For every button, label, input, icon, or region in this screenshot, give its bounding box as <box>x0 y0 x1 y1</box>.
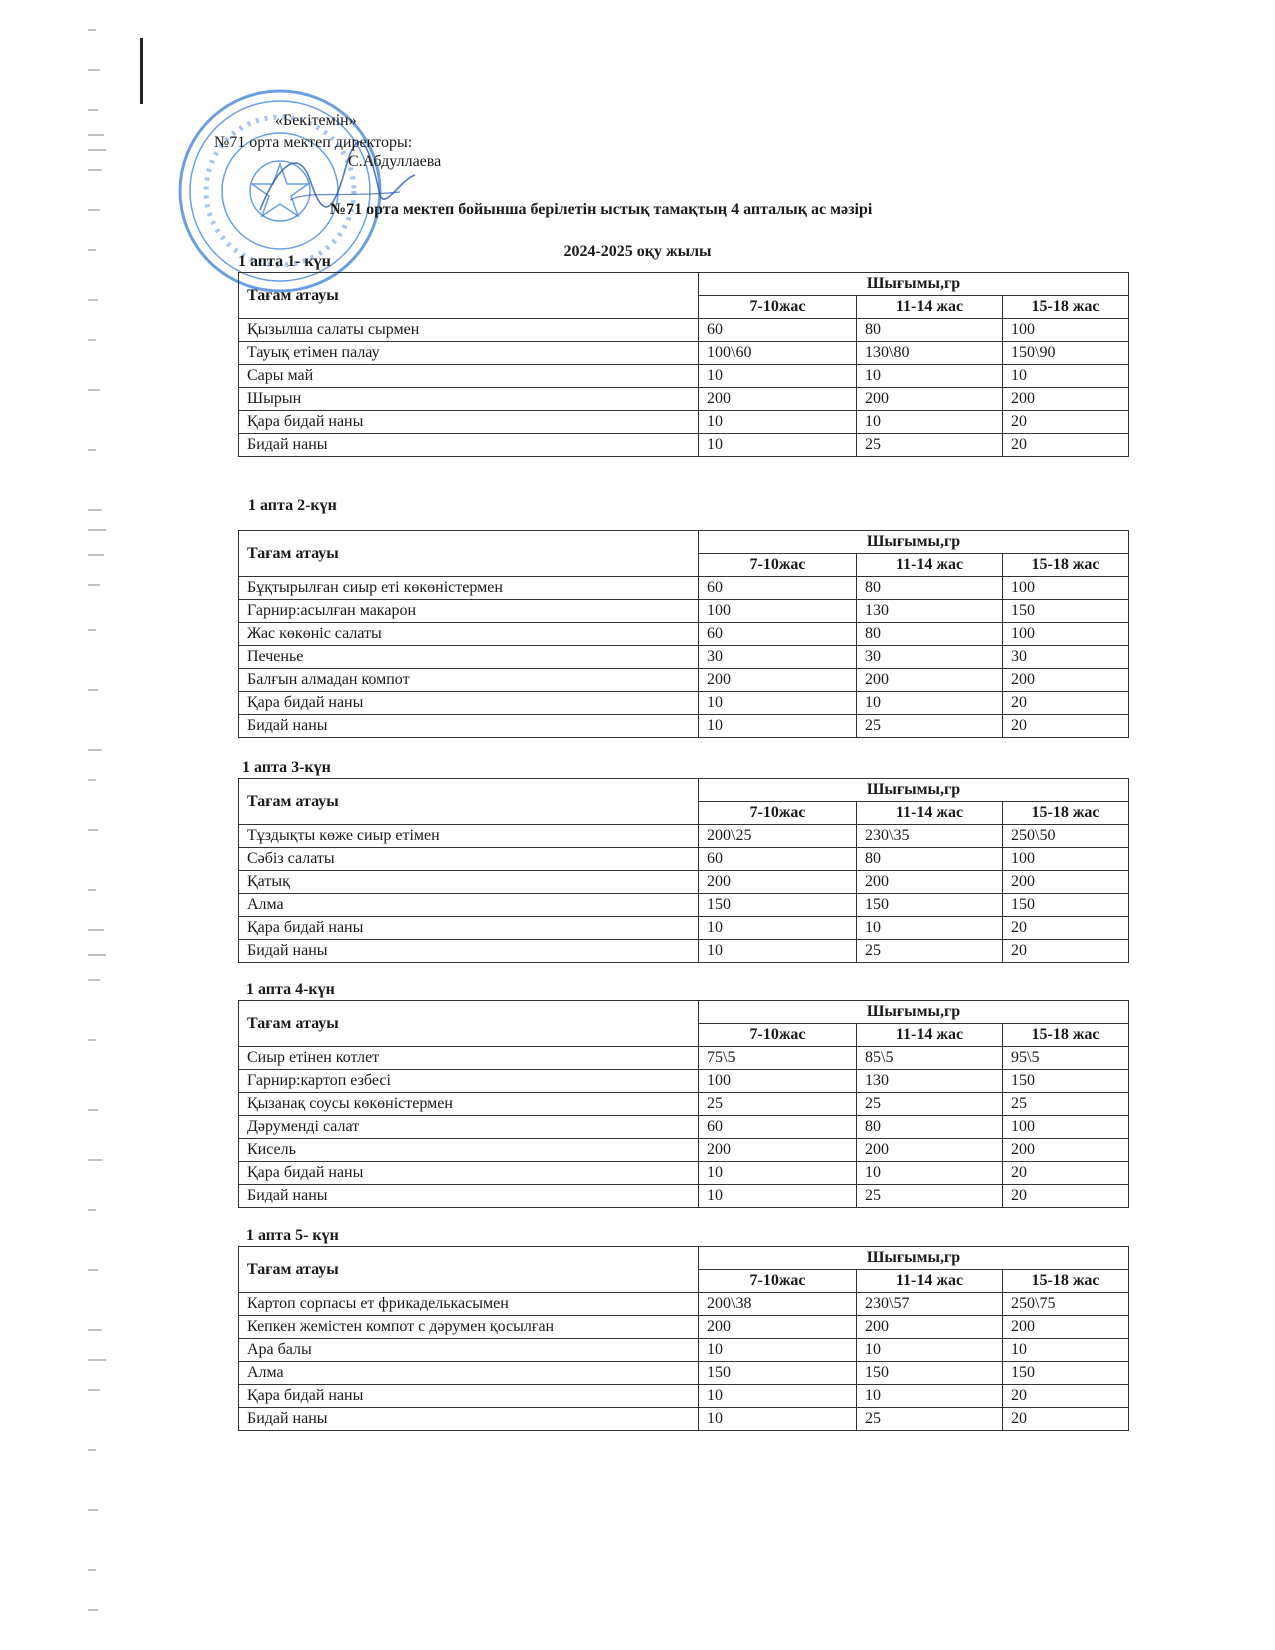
yield-11-14: 200 <box>857 669 1003 692</box>
header-dish-name: Тағам атауы <box>239 273 699 319</box>
yield-15-18: 20 <box>1003 1408 1129 1431</box>
dish-name: Алма <box>239 1362 699 1385</box>
yield-15-18: 150 <box>1003 1070 1129 1093</box>
table-row <box>239 577 1129 600</box>
table-row <box>239 623 1129 646</box>
yield-15-18: 20 <box>1003 411 1129 434</box>
yield-7-10: 30 <box>699 646 857 669</box>
yield-7-10: 200 <box>699 1139 857 1162</box>
yield-11-14: 10 <box>857 365 1003 388</box>
dish-name: Қатық <box>239 871 699 894</box>
table-row <box>239 365 1129 388</box>
yield-7-10: 10 <box>699 1339 857 1362</box>
dish-name: Балғын алмадан компот <box>239 669 699 692</box>
yield-15-18: 20 <box>1003 940 1129 963</box>
yield-11-14: 10 <box>857 692 1003 715</box>
table-row <box>239 646 1129 669</box>
yield-15-18: 250\50 <box>1003 825 1129 848</box>
yield-15-18: 150 <box>1003 894 1129 917</box>
yield-11-14: 230\57 <box>857 1293 1003 1316</box>
yield-15-18: 150 <box>1003 1362 1129 1385</box>
day-section-2 <box>238 496 1128 738</box>
yield-11-14: 25 <box>857 434 1003 457</box>
dish-name: Шырын <box>239 388 699 411</box>
dish-name: Картоп сорпасы ет фрикаделькасымен <box>239 1293 699 1316</box>
yield-7-10: 10 <box>699 940 857 963</box>
table-row <box>239 894 1129 917</box>
yield-11-14: 25 <box>857 1185 1003 1208</box>
header-dish-name: Тағам атауы <box>239 1247 699 1293</box>
yield-11-14: 80 <box>857 623 1003 646</box>
dish-name: Бидай наны <box>239 434 699 457</box>
yield-15-18: 25 <box>1003 1093 1129 1116</box>
yield-7-10: 10 <box>699 1385 857 1408</box>
yield-7-10: 150 <box>699 894 857 917</box>
header-age-11-14: 11-14 жас <box>857 1270 1003 1293</box>
day-title: 1 апта 2-күн <box>248 497 337 514</box>
table-row <box>239 342 1129 365</box>
yield-7-10: 100\60 <box>699 342 857 365</box>
menu-table <box>238 272 1129 457</box>
yield-11-14: 30 <box>857 646 1003 669</box>
table-row <box>239 848 1129 871</box>
header-age-15-18: 15-18 жас <box>1003 802 1129 825</box>
header-age-11-14: 11-14 жас <box>857 296 1003 319</box>
dish-name: Бұқтырылған сиыр еті көкөністермен <box>239 577 699 600</box>
yield-15-18: 95\5 <box>1003 1047 1129 1070</box>
yield-7-10: 60 <box>699 848 857 871</box>
yield-7-10: 200 <box>699 871 857 894</box>
scan-bar-mark <box>140 38 143 104</box>
yield-7-10: 60 <box>699 623 857 646</box>
yield-15-18: 100 <box>1003 623 1129 646</box>
menu-table <box>238 1000 1129 1208</box>
yield-11-14: 80 <box>857 319 1003 342</box>
header-yield: Шығымы,гр <box>699 1247 1129 1270</box>
header-age-15-18: 15-18 жас <box>1003 554 1129 577</box>
yield-11-14: 130 <box>857 600 1003 623</box>
yield-11-14: 130 <box>857 1070 1003 1093</box>
approval-line-2: №71 орта мектеп директоры: <box>214 134 413 151</box>
yield-7-10: 10 <box>699 917 857 940</box>
dish-name: Алма <box>239 894 699 917</box>
yield-11-14: 25 <box>857 1093 1003 1116</box>
table-row <box>239 1116 1129 1139</box>
yield-11-14: 150 <box>857 894 1003 917</box>
dish-name: Қызылша салаты сырмен <box>239 319 699 342</box>
table-row <box>239 1293 1129 1316</box>
table-row <box>239 1070 1129 1093</box>
header-age-7-10: 7-10жас <box>699 1270 857 1293</box>
yield-15-18: 20 <box>1003 917 1129 940</box>
menu-table <box>238 1246 1129 1431</box>
dish-name: Сары май <box>239 365 699 388</box>
table-row <box>239 1316 1129 1339</box>
yield-11-14: 80 <box>857 1116 1003 1139</box>
yield-11-14: 200 <box>857 388 1003 411</box>
header-age-7-10: 7-10жас <box>699 802 857 825</box>
yield-11-14: 10 <box>857 1385 1003 1408</box>
yield-15-18: 100 <box>1003 848 1129 871</box>
yield-11-14: 85\5 <box>857 1047 1003 1070</box>
yield-15-18: 200 <box>1003 669 1129 692</box>
yield-15-18: 150\90 <box>1003 342 1129 365</box>
dish-name: Сәбіз салаты <box>239 848 699 871</box>
yield-15-18: 200 <box>1003 1139 1129 1162</box>
yield-7-10: 10 <box>699 1162 857 1185</box>
yield-11-14: 80 <box>857 848 1003 871</box>
table-row <box>239 1139 1129 1162</box>
table-row <box>239 1385 1129 1408</box>
yield-11-14: 200 <box>857 871 1003 894</box>
table-row <box>239 825 1129 848</box>
day-title: 1 апта 3-күн <box>242 759 331 776</box>
yield-7-10: 75\5 <box>699 1047 857 1070</box>
header-dish-name: Тағам атауы <box>239 779 699 825</box>
school-year: 2024-2025 оқу жылы <box>563 243 712 260</box>
dish-name: Бидай наны <box>239 1408 699 1431</box>
yield-11-14: 230\35 <box>857 825 1003 848</box>
day-section-5 <box>238 1226 1128 1431</box>
table-row <box>239 1408 1129 1431</box>
dish-name: Сиыр етінен котлет <box>239 1047 699 1070</box>
yield-7-10: 60 <box>699 577 857 600</box>
yield-7-10: 60 <box>699 1116 857 1139</box>
yield-11-14: 10 <box>857 917 1003 940</box>
yield-11-14: 80 <box>857 577 1003 600</box>
yield-11-14: 10 <box>857 411 1003 434</box>
table-row <box>239 600 1129 623</box>
dish-name: Ара балы <box>239 1339 699 1362</box>
yield-11-14: 10 <box>857 1339 1003 1362</box>
table-row <box>239 411 1129 434</box>
dish-name: Қара бидай наны <box>239 1162 699 1185</box>
yield-15-18: 200 <box>1003 871 1129 894</box>
table-row <box>239 1185 1129 1208</box>
yield-15-18: 10 <box>1003 365 1129 388</box>
day-title: 1 апта 1- күн <box>238 253 331 270</box>
yield-15-18: 30 <box>1003 646 1129 669</box>
dish-name: Қара бидай наны <box>239 917 699 940</box>
yield-7-10: 10 <box>699 715 857 738</box>
approval-line-3: С.Абдуллаева <box>348 153 442 170</box>
day-section-4 <box>238 980 1128 1208</box>
table-row <box>239 1162 1129 1185</box>
day-section-3 <box>238 758 1128 963</box>
yield-7-10: 10 <box>699 692 857 715</box>
yield-7-10: 150 <box>699 1362 857 1385</box>
dish-name: Дәруменді салат <box>239 1116 699 1139</box>
dish-name: Жас көкөніс салаты <box>239 623 699 646</box>
yield-7-10: 10 <box>699 1408 857 1431</box>
yield-15-18: 20 <box>1003 1385 1129 1408</box>
yield-11-14: 25 <box>857 940 1003 963</box>
yield-7-10: 60 <box>699 319 857 342</box>
day-section-1 <box>238 252 1128 457</box>
yield-7-10: 10 <box>699 365 857 388</box>
yield-15-18: 20 <box>1003 715 1129 738</box>
header-dish-name: Тағам атауы <box>239 531 699 577</box>
header-dish-name: Тағам атауы <box>239 1001 699 1047</box>
header-age-7-10: 7-10жас <box>699 296 857 319</box>
table-row <box>239 715 1129 738</box>
day-title: 1 апта 4-күн <box>246 981 335 998</box>
header-yield: Шығымы,гр <box>699 779 1129 802</box>
table-row <box>239 1339 1129 1362</box>
table-row <box>239 434 1129 457</box>
header-yield: Шығымы,гр <box>699 1001 1129 1024</box>
yield-15-18: 100 <box>1003 1116 1129 1139</box>
yield-7-10: 200\25 <box>699 825 857 848</box>
header-age-11-14: 11-14 жас <box>857 1024 1003 1047</box>
table-row <box>239 388 1129 411</box>
table-row <box>239 1093 1129 1116</box>
yield-11-14: 25 <box>857 715 1003 738</box>
table-row <box>239 871 1129 894</box>
yield-15-18: 100 <box>1003 319 1129 342</box>
yield-11-14: 10 <box>857 1162 1003 1185</box>
yield-7-10: 10 <box>699 411 857 434</box>
dish-name: Қара бидай наны <box>239 692 699 715</box>
yield-11-14: 200 <box>857 1316 1003 1339</box>
yield-7-10: 100 <box>699 600 857 623</box>
yield-15-18: 20 <box>1003 1162 1129 1185</box>
yield-15-18: 20 <box>1003 434 1129 457</box>
yield-7-10: 10 <box>699 434 857 457</box>
header-yield: Шығымы,гр <box>699 273 1129 296</box>
yield-11-14: 25 <box>857 1408 1003 1431</box>
table-row <box>239 1047 1129 1070</box>
header-age-11-14: 11-14 жас <box>857 554 1003 577</box>
yield-7-10: 100 <box>699 1070 857 1093</box>
dish-name: Гарнир:асылған макарон <box>239 600 699 623</box>
dish-name: Кисель <box>239 1139 699 1162</box>
day-title: 1 апта 5- күн <box>246 1227 339 1244</box>
dish-name: Тұздықты көже сиыр етімен <box>239 825 699 848</box>
table-row <box>239 692 1129 715</box>
yield-15-18: 20 <box>1003 692 1129 715</box>
yield-15-18: 200 <box>1003 388 1129 411</box>
yield-11-14: 200 <box>857 1139 1003 1162</box>
yield-15-18: 200 <box>1003 1316 1129 1339</box>
table-row <box>239 917 1129 940</box>
dish-name: Қара бидай наны <box>239 1385 699 1408</box>
yield-11-14: 130\80 <box>857 342 1003 365</box>
yield-7-10: 200 <box>699 669 857 692</box>
menu-table <box>238 778 1129 963</box>
yield-7-10: 200\38 <box>699 1293 857 1316</box>
dish-name: Кепкен жемістен компот с дәрумен қосылған <box>239 1316 699 1339</box>
table-row <box>239 1362 1129 1385</box>
table-row <box>239 319 1129 342</box>
yield-11-14: 150 <box>857 1362 1003 1385</box>
yield-7-10: 200 <box>699 388 857 411</box>
header-age-15-18: 15-18 жас <box>1003 1024 1129 1047</box>
header-yield: Шығымы,гр <box>699 531 1129 554</box>
header-age-7-10: 7-10жас <box>699 554 857 577</box>
table-row <box>239 940 1129 963</box>
dish-name: Тауық етімен палау <box>239 342 699 365</box>
yield-15-18: 20 <box>1003 1185 1129 1208</box>
dish-name: Гарнир:картоп езбесі <box>239 1070 699 1093</box>
dish-name: Печенье <box>239 646 699 669</box>
yield-15-18: 100 <box>1003 577 1129 600</box>
header-age-11-14: 11-14 жас <box>857 802 1003 825</box>
header-age-15-18: 15-18 жас <box>1003 296 1129 319</box>
approval-line-1: «Бекітемін» <box>275 112 357 129</box>
dish-name: Бидай наны <box>239 940 699 963</box>
dish-name: Бидай наны <box>239 1185 699 1208</box>
table-row <box>239 669 1129 692</box>
dish-name: Қара бидай наны <box>239 411 699 434</box>
yield-15-18: 150 <box>1003 600 1129 623</box>
yield-7-10: 10 <box>699 1185 857 1208</box>
document-title: №71 орта мектеп бойынша берілетін ыстық тамақтың 4 апталық ас мәзірі <box>330 201 873 218</box>
yield-7-10: 25 <box>699 1093 857 1116</box>
yield-15-18: 10 <box>1003 1339 1129 1362</box>
header-age-7-10: 7-10жас <box>699 1024 857 1047</box>
dish-name: Бидай наны <box>239 715 699 738</box>
dish-name: Қызанақ соусы көкөністермен <box>239 1093 699 1116</box>
yield-15-18: 250\75 <box>1003 1293 1129 1316</box>
menu-table <box>238 530 1129 738</box>
header-age-15-18: 15-18 жас <box>1003 1270 1129 1293</box>
yield-7-10: 200 <box>699 1316 857 1339</box>
